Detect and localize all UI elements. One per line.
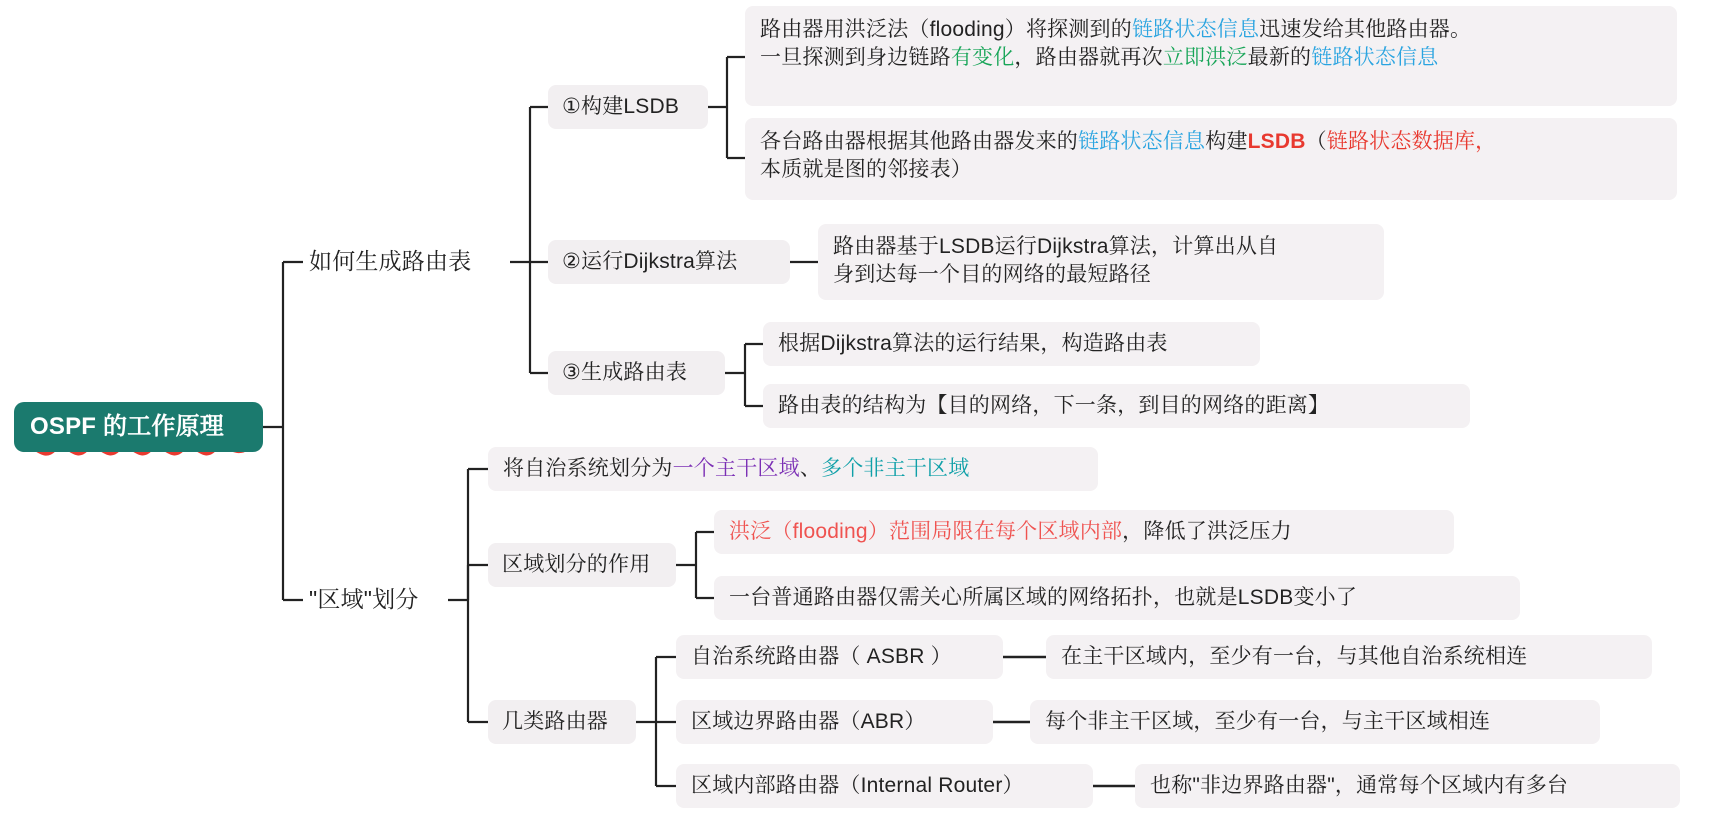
text-segment: ，路由器就再次 [1014,46,1163,70]
branch-label: "区域"划分 [309,586,419,613]
text-segment: 、 [799,456,822,480]
text-segment: 最新的 [1247,46,1312,70]
node-label: ③生成路由表 [562,360,688,384]
leaf-text: 在主干区域内，至少有一台，与其他自治系统相连 [1061,644,1528,668]
leaf-text: 区域边界路由器（ABR） [691,709,926,733]
node-build-lsdb[interactable] [548,85,708,129]
text-segment: 根据Dijkstra算法的运行结果，构造路由表 [778,331,1168,355]
text-segment: 构建 [1205,130,1248,153]
text-segment: 路由器基于LSDB运行Dijkstra算法，计算出从自 [833,235,1279,258]
leaf-asbr-label[interactable] [676,635,1003,679]
node-run-dijkstra[interactable] [548,240,790,284]
leaf-text [778,392,1329,420]
text-segment: 将自治系统划分为 [503,456,673,480]
root-node-label: OSPF 的工作原理 [30,412,225,440]
leaf-text [503,455,969,483]
text-segment: 一台普通路由器仅需关心所属区域的网络拓扑，也就是LSDB变小了 [729,585,1358,609]
text-segment: ，降低了洪泛压力 [1122,519,1292,543]
text-segment: 洪泛（flooding）范围局限在每个区域内部 [729,519,1123,543]
text-segment: 立即洪泛 [1162,46,1248,70]
text-segment: 身到达每一个目的网络的最短路径 [833,263,1151,287]
node-label: 区域划分的作用 [502,552,651,576]
leaf-flooding-link-state[interactable] [745,6,1677,106]
branch-node-area-partition[interactable] [303,578,448,622]
text-segment: 多个非主干区域 [821,456,970,480]
node-label: 几类路由器 [502,709,608,733]
text-segment: 链路状态数据库， [1326,130,1497,153]
node-router-types[interactable] [488,700,636,744]
leaf-text: 区域内部路由器（Internal Router） [691,773,1024,797]
leaf-text [729,518,1292,546]
leaf-asbr-desc[interactable] [1046,635,1652,679]
text-segment: 各台路由器根据其他路由器发来的 [760,130,1078,153]
leaf-flooding-scope[interactable] [714,510,1454,554]
text-segment: 路由表的结构为【目的网络，下一条，到目的网络的距离】 [778,393,1330,417]
leaf-internal-router-label[interactable] [676,764,1093,808]
leaf-lsdb-smaller[interactable] [714,576,1520,620]
text-segment: 链路状态信息 [1131,18,1260,41]
leaf-text: 也称"非边界路由器"，通常每个区域内有多台 [1150,773,1569,797]
node-generate-table[interactable] [548,351,725,395]
leaf-text [760,16,1471,73]
text-segment: 路由器用洪泛法（flooding）将探测到的 [760,18,1132,41]
leaf-text [833,233,1278,290]
text-segment: 链路状态信息 [1078,130,1206,153]
leaf-abr-label[interactable] [676,700,993,744]
branch-label: 如何生成路由表 [309,248,472,275]
leaf-build-lsdb-desc[interactable] [745,118,1677,200]
text-segment: 一个主干区域 [672,456,800,480]
root-node[interactable] [14,402,263,452]
leaf-text [778,330,1168,358]
leaf-text: 自治系统路由器（ ASBR ） [691,644,952,668]
node-label: ①构建LSDB [562,94,680,118]
branch-node-generate-routing-table[interactable] [303,240,510,284]
leaf-text [729,584,1357,612]
node-area-purpose[interactable] [488,543,676,587]
text-segment: （ [1305,130,1327,153]
text-segment: 链路状态信息 [1311,46,1439,70]
leaf-text: 每个非主干区域，至少有一台，与主干区域相连 [1045,709,1491,733]
text-segment: LSDB [1247,130,1306,153]
text-segment: 一旦探测到身边链路 [760,46,951,70]
leaf-abr-desc[interactable] [1030,700,1600,744]
node-label: ②运行Dijkstra算法 [562,249,738,273]
leaf-internal-router-desc[interactable] [1135,764,1680,808]
text-segment: 有变化 [950,46,1015,70]
leaf-construct-routing-table[interactable] [763,322,1260,366]
leaf-routing-table-structure[interactable] [763,384,1470,428]
leaf-text [760,128,1496,185]
text-segment: 迅速发给其他路由器。 [1259,18,1472,41]
leaf-dijkstra-desc[interactable] [818,224,1384,300]
text-segment: 本质就是图的邻接表） [760,158,972,182]
leaf-area-division-overview[interactable] [488,447,1098,491]
